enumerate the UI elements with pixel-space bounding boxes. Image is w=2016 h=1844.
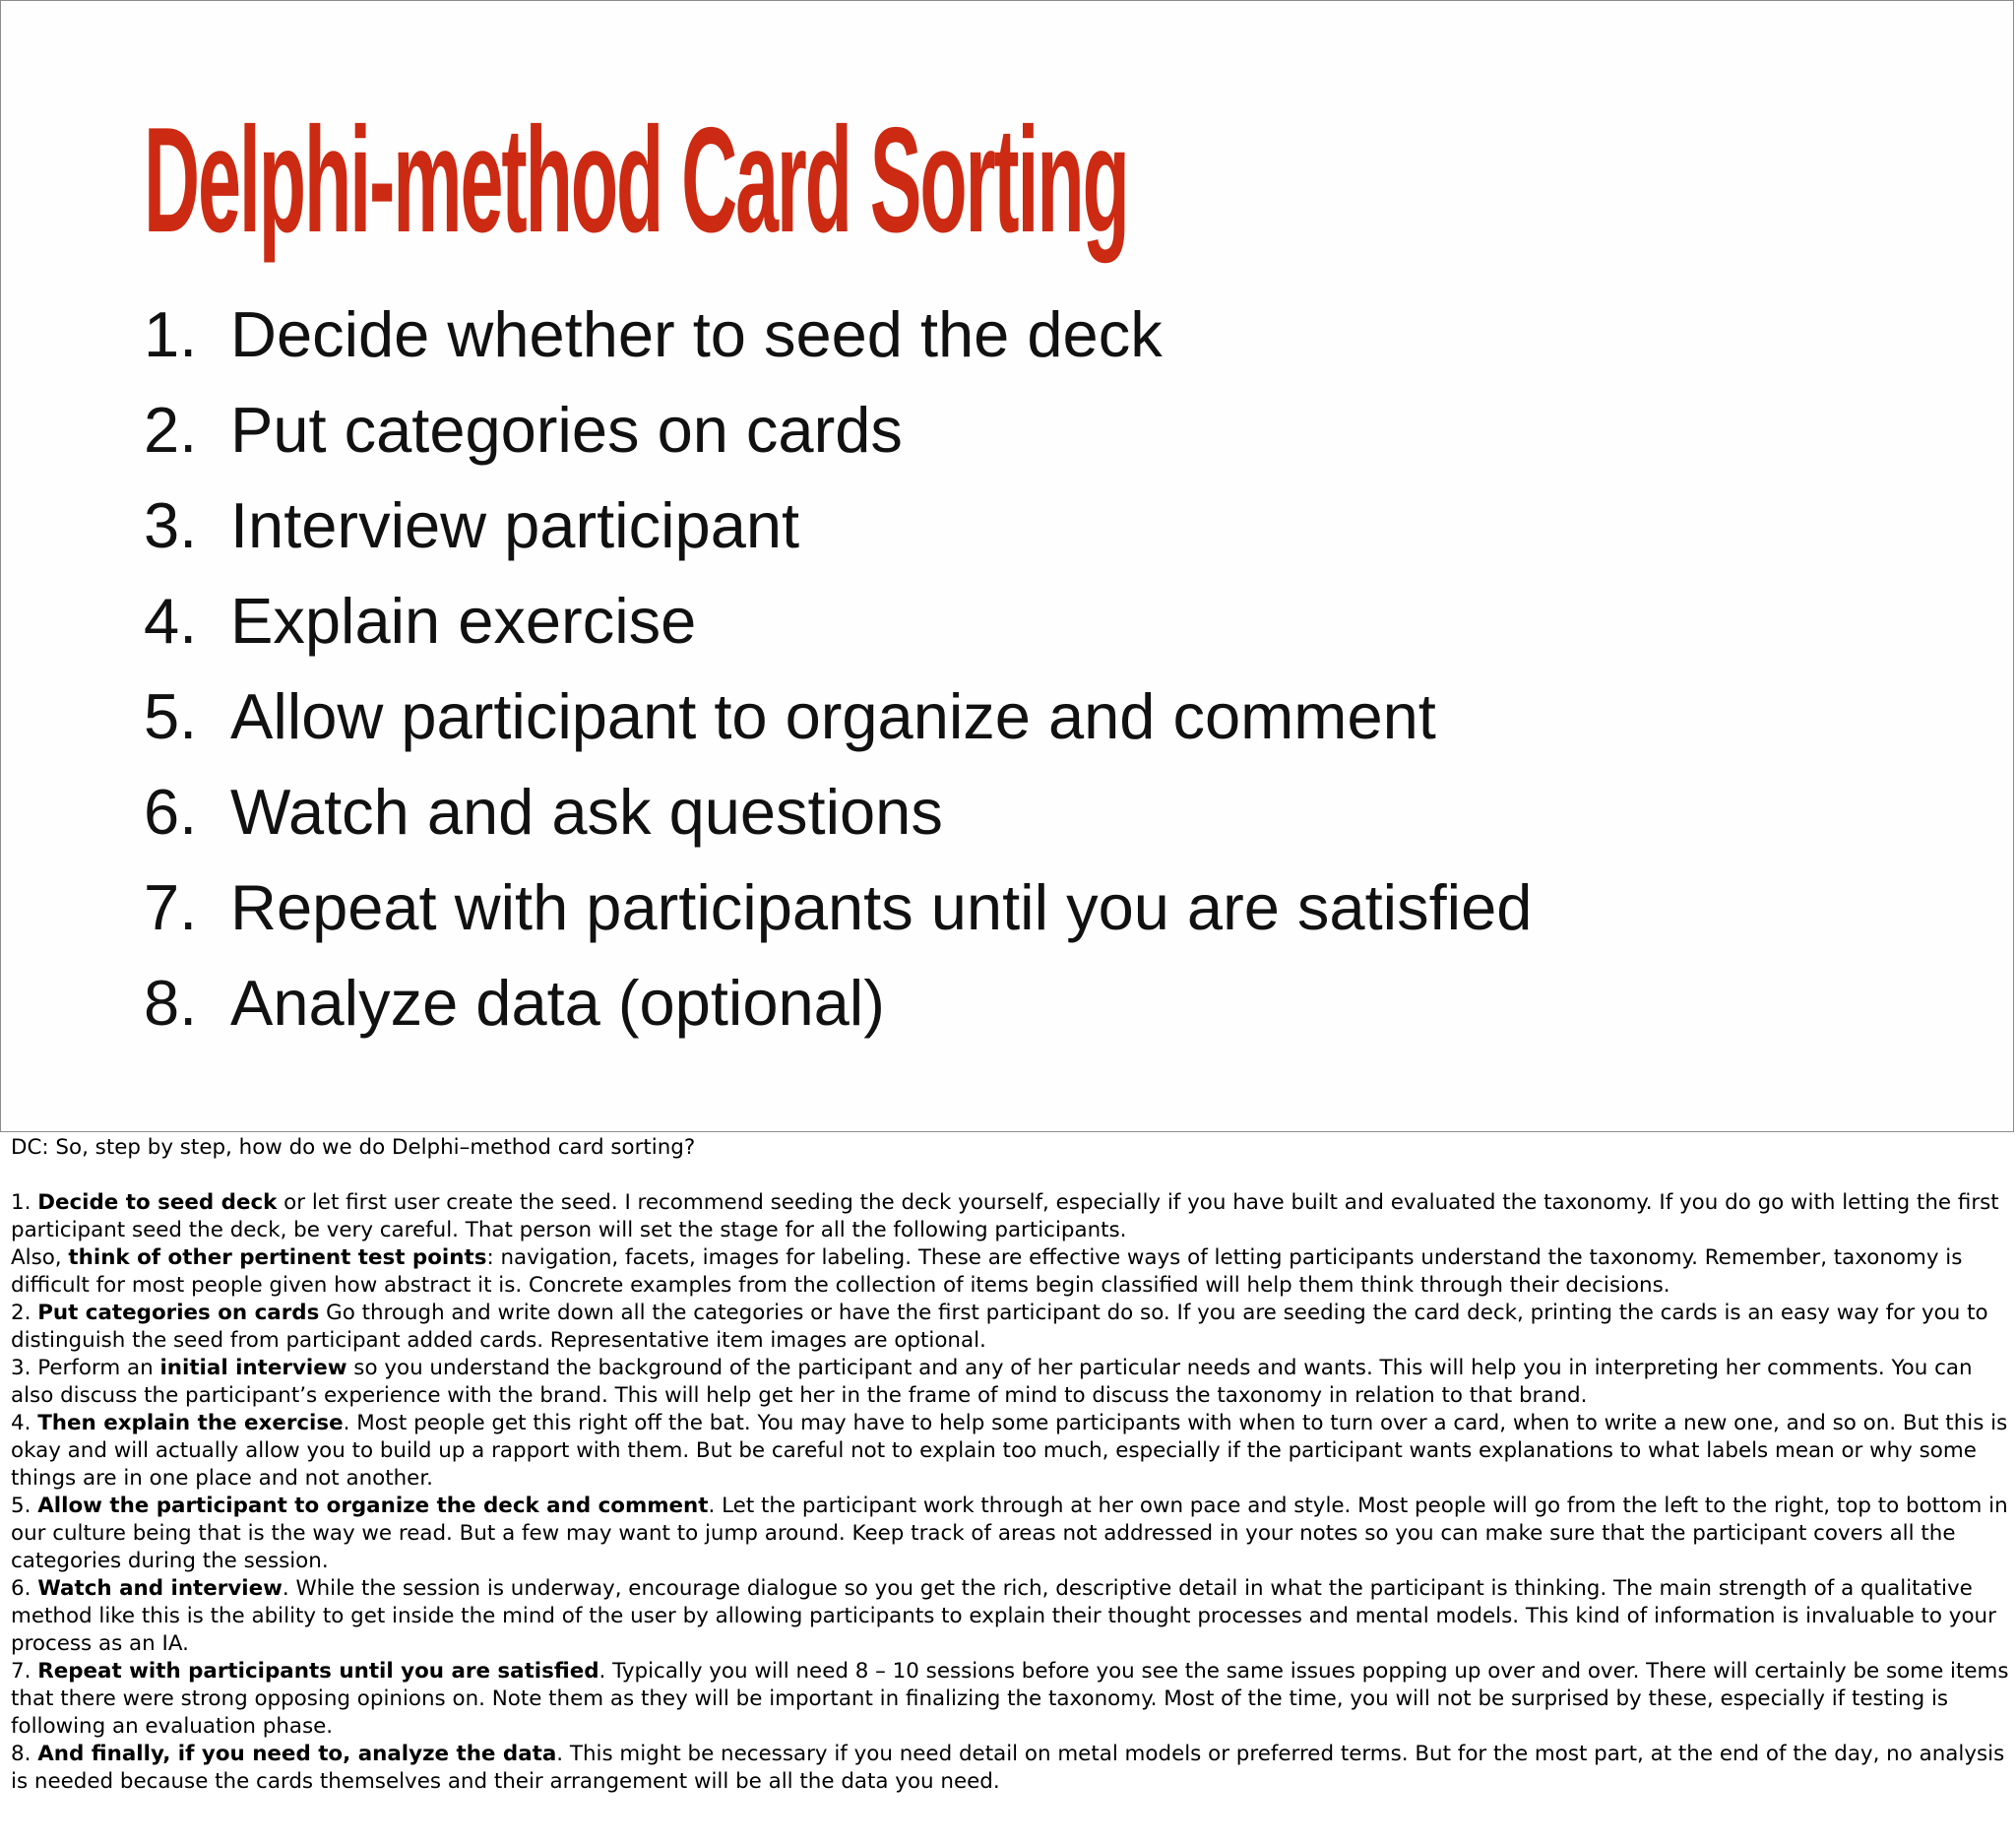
paragraph-emphasis: Repeat with participants until you are satisfied bbox=[37, 1659, 599, 1684]
paragraph-prefix: 3. Perform an bbox=[11, 1356, 160, 1380]
list-item bbox=[144, 286, 1532, 382]
paragraph-text: Go through and write down all the categories or have the first participant do so. If you are seeding the card deck, printing the cards is an easy way for you to distinguish the seed from participant added cards. Representative item images are optional. bbox=[11, 1301, 1988, 1353]
notes-paragraph bbox=[11, 1189, 2009, 1244]
paragraph-emphasis: Watch and interview bbox=[37, 1576, 283, 1601]
paragraph-prefix: 8. bbox=[11, 1742, 38, 1766]
paragraph-prefix: 2. bbox=[11, 1301, 38, 1325]
notes-paragraph bbox=[11, 1741, 2009, 1796]
paragraph-text: so you understand the background of the participant and any of her particular needs and wants. This will help you in interpreting her comments. You can also discuss the participant’s experience with the brand. This will help get her in the frame of mind to discuss the taxonomy in relation to that brand. bbox=[11, 1356, 1973, 1408]
step-text: Repeat with participants until you are satisfied bbox=[230, 871, 1533, 943]
paragraph-emphasis: initial interview bbox=[159, 1356, 347, 1380]
paragraph-text: or let first user create the seed. I recommend seeding the deck yourself, especially if you have built and evaluated the taxonomy. If you do go with letting the first participant seed the deck, be very careful. That person will set the stage for all the following participants. bbox=[11, 1190, 1999, 1242]
list-item bbox=[144, 477, 1532, 573]
list-item bbox=[144, 859, 1532, 955]
notes-paragraph bbox=[11, 1244, 2009, 1300]
step-text: Explain exercise bbox=[230, 585, 697, 657]
paragraph-text: . Typically you will need 8 – 10 sessions before you see the same issues popping up over and over. There will certainly be some items that there were strong opposing opinions on. Note them as they will be important in finalizing the taxonomy. Most of the time, you will not be surprised by these, especially if testing is following an evaluation phase. bbox=[11, 1659, 2009, 1739]
speaker-notes bbox=[11, 1134, 2009, 1796]
paragraph-text: . Most people get this right off the bat. You may have to help some participants with when to turn over a card, when to write a new one, and so on. But this is okay and will actually allow you to build up a rapport with them. But be careful not to explain too much, especially if the participant wants explanations to what labels mean or why some things are in one place and not another. bbox=[11, 1411, 2008, 1491]
paragraph-text: : navigation, facets, images for labeling. These are effective ways of letting participants understand the taxonomy. Remember, taxonomy is difficult for most people given how abstract it is. Concrete examples from the collection of items begin classified will help them think through their decisions. bbox=[11, 1245, 1963, 1298]
list-item bbox=[144, 668, 1532, 764]
paragraph-prefix: 7. bbox=[11, 1659, 38, 1684]
paragraph-emphasis: Allow the participant to organize the deck and comment bbox=[37, 1494, 709, 1518]
notes-paragraph bbox=[11, 1658, 2009, 1741]
paragraph-emphasis: Then explain the exercise bbox=[37, 1411, 344, 1435]
notes-paragraph bbox=[11, 1300, 2009, 1355]
paragraph-emphasis: think of other pertinent test points bbox=[68, 1245, 487, 1270]
paragraph-text: . This might be necessary if you need detail on metal models or preferred terms. But for the most part, at the end of the day, no analysis is needed because the cards themselves and their arrangement will be all the data you need. bbox=[11, 1742, 2005, 1794]
notes-paragraph bbox=[11, 1493, 2009, 1575]
notes-intro: DC: So, step by step, how do we do Delphi–method card sorting? bbox=[11, 1135, 696, 1160]
step-text: Put categories on cards bbox=[230, 394, 903, 466]
notes-paragraph bbox=[11, 1575, 2009, 1658]
list-item bbox=[144, 955, 1532, 1050]
step-number: 5. bbox=[144, 680, 198, 752]
paragraph-prefix: 4. bbox=[11, 1411, 38, 1435]
step-number: 3. bbox=[144, 489, 198, 561]
paragraph-text: . While the session is underway, encourage dialogue so you get the rich, descriptive detail in what the participant is thinking. The main strength of a qualitative method like this is the ability to get inside the mind of the user by allowing participants to explain their thought processes and mental models. This kind of information is invaluable to your process as an IA. bbox=[11, 1576, 1996, 1656]
paragraph-prefix: Also, bbox=[11, 1245, 69, 1270]
paragraph-emphasis: Put categories on cards bbox=[37, 1301, 320, 1325]
step-text: Interview participant bbox=[230, 489, 800, 561]
notes-paragraph bbox=[11, 1355, 2009, 1410]
list-item bbox=[144, 573, 1532, 668]
paragraph-emphasis: And finally, if you need to, analyze the data bbox=[37, 1742, 557, 1766]
list-item bbox=[144, 764, 1532, 859]
paragraph-emphasis: Decide to seed deck bbox=[37, 1190, 278, 1215]
list-item bbox=[144, 382, 1532, 477]
slide-title: Delphi-method Card Sorting bbox=[144, 96, 1128, 264]
step-number: 4. bbox=[144, 585, 198, 657]
step-text: Analyze data (optional) bbox=[230, 967, 885, 1039]
step-number: 7. bbox=[144, 871, 198, 943]
notes-paragraph bbox=[11, 1410, 2009, 1493]
paragraph-prefix: 6. bbox=[11, 1576, 38, 1601]
step-text: Decide whether to seed the deck bbox=[230, 298, 1163, 370]
step-text: Watch and ask questions bbox=[230, 776, 943, 848]
paragraph-prefix: 5. bbox=[11, 1494, 38, 1518]
step-number: 1. bbox=[144, 298, 198, 370]
steps-list bbox=[144, 286, 1532, 1050]
paragraph-text: . Let the participant work through at her own pace and style. Most people will go from the left to the right, top to bottom in our culture being that is the way we read. But a few may want to jump around. Keep track of areas not addressed in your notes so you can make sure that the participant covers all the categories during the session. bbox=[11, 1494, 2008, 1573]
step-number: 6. bbox=[144, 776, 198, 848]
paragraph-prefix: 1. bbox=[11, 1190, 38, 1215]
step-number: 8. bbox=[144, 967, 198, 1039]
step-number: 2. bbox=[144, 394, 198, 466]
step-text: Allow participant to organize and comment bbox=[230, 680, 1436, 752]
